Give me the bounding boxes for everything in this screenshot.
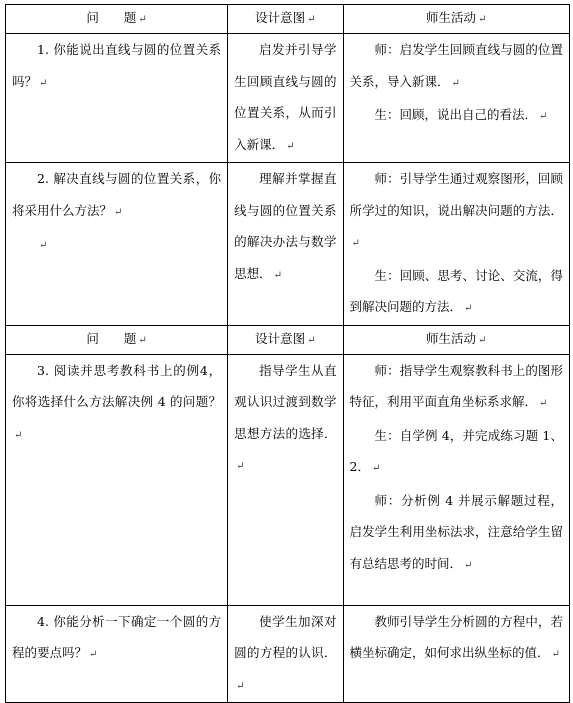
table-row bbox=[6, 605, 570, 703]
question-cell: 2. 解决直线与圆的位置关系，你将采用什么方法？ ↵ ↵ bbox=[6, 163, 228, 326]
table-row bbox=[6, 163, 570, 326]
activity-cell: 师：启发学生回顾直线与圆的位置关系，导入新课． ↵ 生：回顾，说出自己的看法． ↵ bbox=[343, 34, 569, 163]
intent-cell: 指导学生从直观认识过渡到数学思想方法的选择．↵ bbox=[228, 354, 343, 605]
question-cell: 3. 阅读并思考教科书上的例4，你将选择什么方法解决例 4 的问题？↵ bbox=[6, 354, 228, 605]
activity-cell: 师：指导学生观察教科书上的图形特征，利用平面直角坐标系求解． ↵ 生：自学例 4，并完成练习题 1、2． ↵ 师：分析例 4 并展示解题过程，启发学生利用坐标法求，注意给学生留有总结思考的时间． ↵ bbox=[343, 354, 569, 605]
table-header-row bbox=[6, 325, 570, 354]
question-cell: 1. 你能说出直线与圆的位置关系吗？ ↵ bbox=[6, 34, 228, 163]
header-intent: 设计意图 ↵ bbox=[228, 325, 343, 354]
header-intent: 设计意图 ↵ bbox=[228, 5, 343, 34]
activity-cell: 师：引导学生通过观察图形，回顾所学过的知识，说出解决问题的方法．↵ 生：回顾、思考、讨论、交流，得到解决问题的方法． ↵ bbox=[343, 163, 569, 326]
header-question: 问 题 ↵ bbox=[6, 325, 228, 354]
header-activity: 师生活动 ↵ bbox=[343, 325, 569, 354]
lesson-plan-table bbox=[5, 4, 570, 703]
header-question: 问 题 ↵ bbox=[6, 5, 228, 34]
activity-cell: 教师引导学生分析圆的方程中，若横坐标确定，如何求出纵坐标的值． ↵ bbox=[343, 605, 569, 703]
intent-cell: 理解并掌握直线与圆的位置关系的解决办法与数学思想． ↵ bbox=[228, 163, 343, 326]
table-header-row bbox=[6, 5, 570, 34]
question-cell: 4. 你能分析一下确定一个圆的方程的要点吗？ ↵ bbox=[6, 605, 228, 703]
header-activity: 师生活动 ↵ bbox=[343, 5, 569, 34]
table-row bbox=[6, 34, 570, 163]
table-row bbox=[6, 354, 570, 605]
intent-cell: 启发并引导学生回顾直线与圆的位置关系，从而引入新课． ↵ bbox=[228, 34, 343, 163]
intent-cell: 使学生加深对圆的方程的认识．↵ bbox=[228, 605, 343, 703]
